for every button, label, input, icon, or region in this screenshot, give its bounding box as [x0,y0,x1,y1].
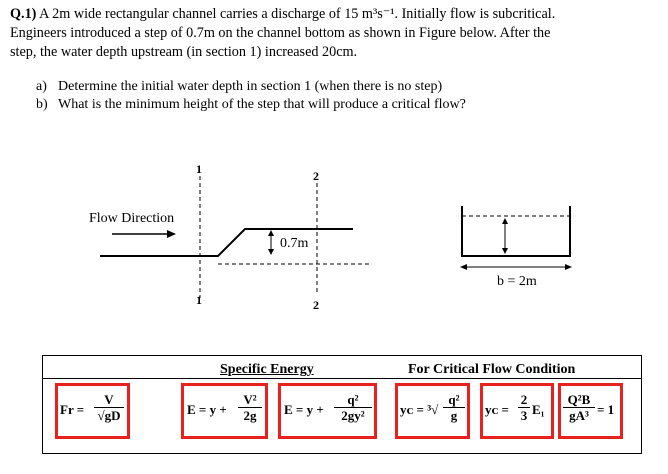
froude-den: √gD [97,408,121,423]
yc1-lhs: yᴄ = ³√ [400,402,439,417]
question-line-2: Engineers introduced a step of 0.7m on the channel bottom as shown in Figure below. After the [10,25,551,41]
yc1-num: q² [443,392,465,408]
question-number: Q.1) [10,6,37,22]
critical-rhs: = 1 [597,402,615,417]
critical-num: Q²B [563,392,595,408]
froude-num: V [94,392,124,408]
critical-fraction [563,392,595,423]
specific-energy-heading: Specific Energy [220,362,314,377]
step-height-label: 0.7m [280,236,309,251]
width-arrow-left [460,264,467,270]
depth-arrow-down [502,248,508,254]
flow-direction-label: Flow Direction [89,211,175,226]
section-1-bottom-label: 1 [196,293,202,307]
yc2-num: 2 [518,392,530,408]
yc2-lhs: yᴄ = [485,402,509,417]
energy1-lhs: E = y + [187,402,227,417]
formula-table-divider [42,378,641,379]
yc1-den: g [450,408,458,423]
channel-bed [100,229,353,256]
section-2-bottom-label: 2 [313,298,319,312]
yc2-den: 3 [520,408,528,423]
energy2-fraction [334,392,372,423]
energy1-fraction [238,392,262,423]
step-dim-arrow-up [268,230,274,236]
energy2-num: q² [334,392,372,408]
critical-den: gA³ [569,408,589,423]
step-dim-arrow-down [268,249,274,255]
yc1-fraction [443,392,465,423]
cross-section [462,206,570,256]
width-arrow-right [565,264,572,270]
section-2-top-label: 2 [313,169,319,183]
part-a: a) Determine the initial water depth in section 1 (when there is no step) [36,79,443,94]
yc2-rhs: E₁ [532,402,545,417]
yc2-fraction [518,392,530,423]
energy1-num: V² [238,392,262,408]
question-line-1: Q.1) A 2m wide rectangular channel carries a discharge of 15 m³s⁻¹. Initially flow is subcritical. [10,6,556,22]
energy2-den: 2gy² [341,408,365,423]
energy1-den: 2g [243,408,257,423]
energy2-lhs: E = y + [284,402,324,417]
part-b: b) What is the minimum height of the step that will produce a critical flow? [36,97,466,112]
flow-arrow-head [167,230,176,238]
question-line-3: step, the water depth upstream (in section 1) increased 20cm. [10,44,358,60]
froude-lhs: Fr = [60,402,85,417]
froude-fraction [94,392,124,423]
width-label: b = 2m [497,274,537,289]
critical-flow-heading: For Critical Flow Condition [408,362,576,377]
depth-arrow-up [502,218,508,224]
section-1-top-label: 1 [196,162,202,176]
